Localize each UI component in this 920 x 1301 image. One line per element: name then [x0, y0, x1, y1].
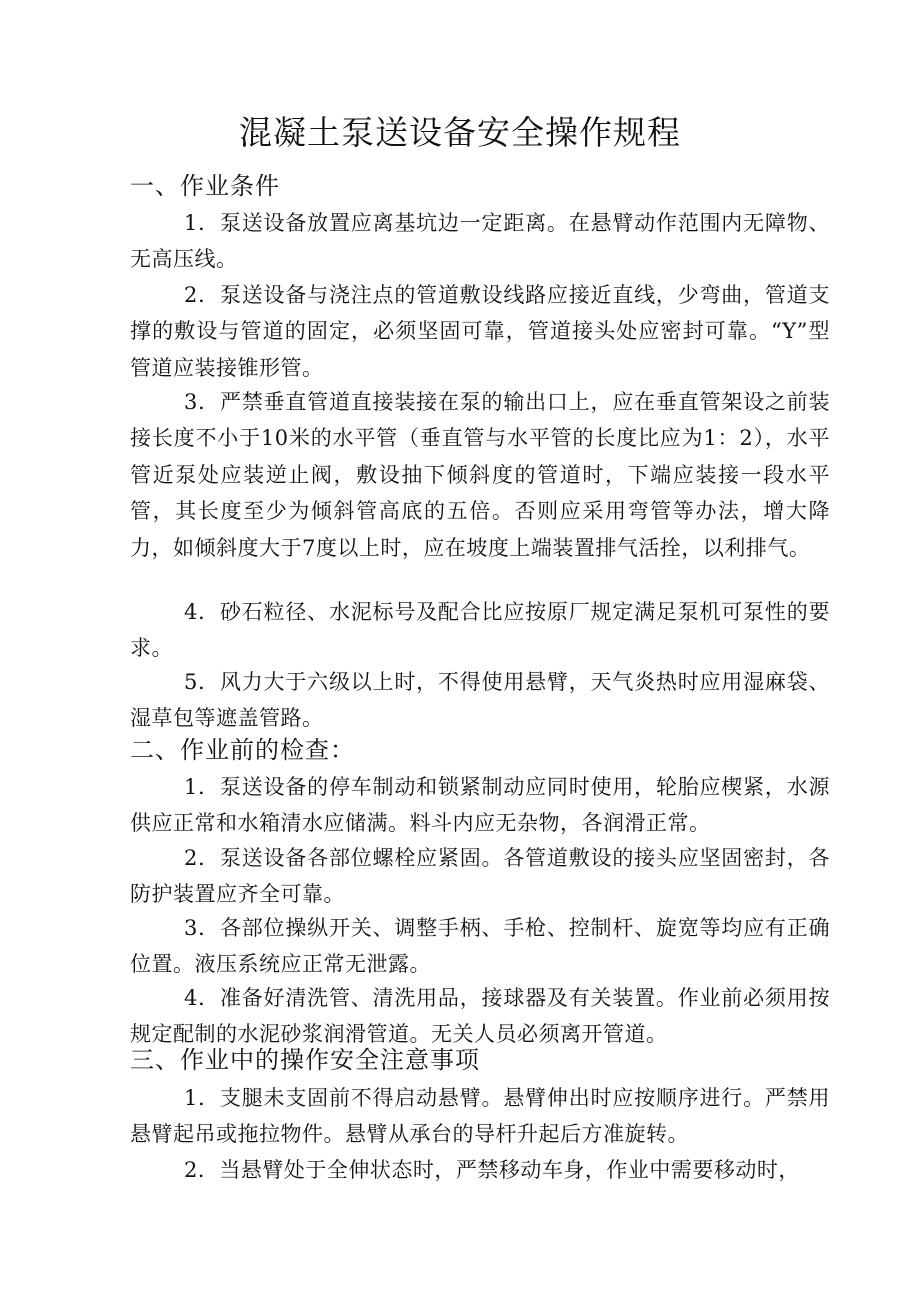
paragraph-2-1: 1．泵送设备的停车制动和锁紧制动应同时使用，轮胎应楔紧，水源供应正常和水箱清水应储满。料斗内应无杂物，各润滑正常。: [130, 775, 830, 836]
paragraph-3-1: 1．支腿未支固前不得启动悬臂。悬臂伸出时应按顺序进行。严禁用悬臂起吊或拖拉物件。悬臂从承台的导杆升起后方准旋转。: [130, 1086, 830, 1147]
paragraph-1-3: 3．严禁垂直管道直接装接在泵的输出口上，应在垂直管架设之前装接长度不小于10米的水平管（垂直管与水平管的长度比应为1：2），水平管近泵处应装逆止阀，敷设抽下倾斜度的管道时，下端应装接一段水平管，其长度至少为倾斜管高底的五倍。否则应采用弯管等办法，增大降力，如倾斜度大于7度以上时，应在坡度上端装置排气活拴，以利排气。: [130, 390, 830, 560]
paragraph-3-2: 2．当悬臂处于全伸状态时，严禁移动车身，作业中需要移动时，: [184, 1158, 800, 1182]
section-heading-1: 一、作业条件: [130, 172, 280, 200]
paragraph-1-1: 1．泵送设备放置应离基坑边一定距离。在悬臂动作范围内无障物、无高压线。: [130, 211, 830, 272]
paragraph-1-2: 2．泵送设备与浇注点的管道敷设线路应接近直线，少弯曲，管道支撑的敷设与管道的固定，必须坚固可靠，管道接头处应密封可靠。“Y”型管道应装接锥形管。: [130, 283, 830, 380]
paragraph-1-5: 5．风力大于六级以上时，不得使用悬臂，天气炎热时应用湿麻袋、湿草包等遮盖管路。: [130, 670, 830, 731]
section-heading-3: 三、作业中的操作安全注意事项: [130, 1046, 480, 1074]
paragraph-1-4: 4．砂石粒径、水泥标号及配合比应按原厂规定满足泵机可泵性的要求。: [130, 600, 830, 661]
paragraph-2-2: 2．泵送设备各部位螺栓应紧固。各管道敷设的接头应坚固密封，各防护装置应齐全可靠。: [130, 846, 830, 907]
paragraph-2-3: 3．各部位操纵开关、调整手柄、手枪、控制杆、旋宽等均应有正确位置。液压系统应正常无泄露。: [130, 916, 830, 977]
section-heading-2: 二、作业前的检查：: [130, 736, 355, 764]
page-title: 混凝土泵送设备安全操作规程: [239, 113, 681, 152]
paragraph-2-4: 4．准备好清洗管、清洗用品，接球器及有关装置。作业前必须用按规定配制的水泥砂浆润滑管道。无关人员必须离开管道。: [130, 986, 830, 1047]
